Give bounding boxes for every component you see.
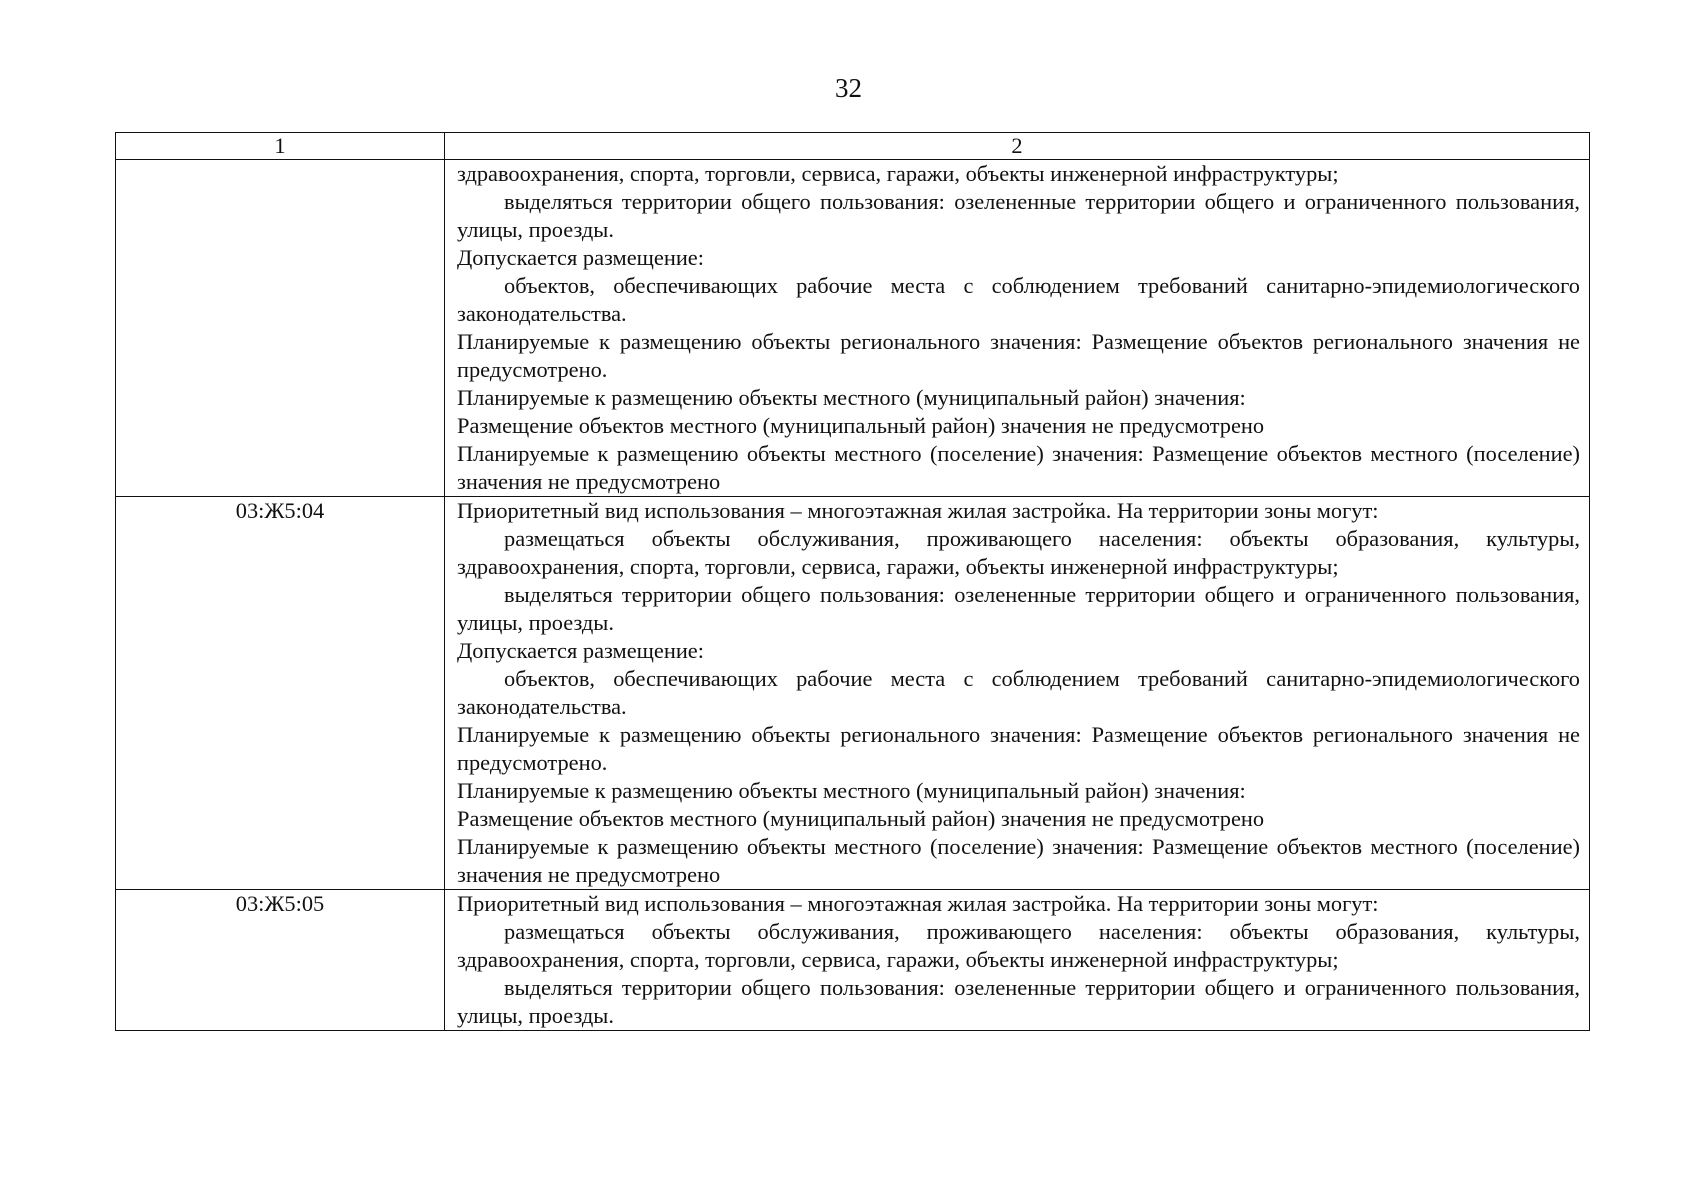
description-paragraph: Планируемые к размещению объекты местного (поселение) значения: Размещение объектов местного (поселение) значения не предусмотрено (457, 834, 1580, 887)
description-paragraph: Допускается размещение: (457, 245, 704, 270)
table-body (116, 160, 1590, 1031)
description-paragraph: Допускается размещение: (457, 638, 704, 663)
description-paragraph: здравоохранения, спорта, торговли, сервиса, гаражи, объекты инженерной инфраструктуры; (457, 161, 1339, 186)
zone-description-cell (445, 160, 1590, 497)
zone-description-cell (445, 890, 1590, 1031)
description-paragraph: Приоритетный вид использования – многоэтажная жилая застройка. На территории зоны могут: (457, 891, 1379, 916)
description-paragraph: Приоритетный вид использования – многоэтажная жилая застройка. На территории зоны могут: (457, 498, 1379, 523)
header-col-2: 2 (445, 133, 1590, 160)
description-paragraph: Размещение объектов местного (муниципальный район) значения не предусмотрено (457, 413, 1265, 438)
table-row (116, 890, 1590, 1031)
description-paragraph: Размещение объектов местного (муниципальный район) значения не предусмотрено (457, 806, 1265, 831)
zone-description-cell (445, 497, 1590, 890)
description-paragraph: Планируемые к размещению объекты местного (муниципальный район) значения: (457, 778, 1246, 803)
description-paragraph: Планируемые к размещению объекты регионального значения: Размещение объектов регионального значения не предусмотрено. (457, 722, 1580, 775)
description-paragraph: выделяться территории общего пользования: озелененные территории общего и ограниченного пользования, улицы, проезды. (457, 975, 1580, 1028)
description-paragraph: размещаться объекты обслуживания, проживающего населения: объекты образования, культуры, здравоохранения, спорта, торговли, сервиса, гаражи, объекты инженерной инфраструктуры; (457, 526, 1580, 579)
description-paragraph: объектов, обеспечивающих рабочие места с соблюдением требований санитарно-эпидемиологического законодательства. (457, 273, 1580, 326)
zone-code-cell: 03:Ж5:04 (116, 497, 445, 890)
description-paragraph: выделяться территории общего пользования: озелененные территории общего и ограниченного пользования, улицы, проезды. (457, 189, 1580, 242)
description-paragraph: размещаться объекты обслуживания, проживающего населения: объекты образования, культуры, здравоохранения, спорта, торговли, сервиса, гаражи, объекты инженерной инфраструктуры; (457, 919, 1580, 972)
header-col-1: 1 (116, 133, 445, 160)
zones-table (115, 132, 1590, 1031)
zone-code-cell: 03:Ж5:05 (116, 890, 445, 1031)
table-header (116, 133, 1590, 160)
page-number: 32 (835, 73, 862, 103)
description-paragraph: Планируемые к размещению объекты местного (поселение) значения: Размещение объектов местного (поселение) значения не предусмотрено (457, 441, 1580, 494)
header-row (116, 133, 1590, 160)
zone-code-cell (116, 160, 445, 497)
description-paragraph: Планируемые к размещению объекты местного (муниципальный район) значения: (457, 385, 1246, 410)
table-row (116, 497, 1590, 890)
description-paragraph: Планируемые к размещению объекты регионального значения: Размещение объектов регионального значения не предусмотрено. (457, 329, 1580, 382)
description-paragraph: выделяться территории общего пользования: озелененные территории общего и ограниченного пользования, улицы, проезды. (457, 582, 1580, 635)
table-row (116, 160, 1590, 497)
description-paragraph: объектов, обеспечивающих рабочие места с соблюдением требований санитарно-эпидемиологического законодательства. (457, 666, 1580, 719)
